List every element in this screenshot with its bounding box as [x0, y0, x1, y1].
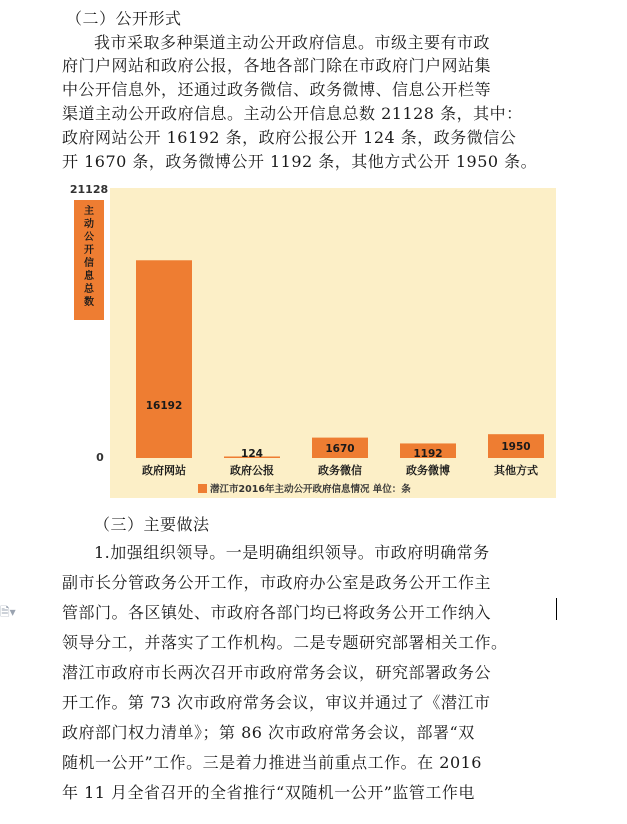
section2-heading: （二）公开形式 [66, 9, 182, 28]
section3-line-1: 1.加强组织领导。一是明确组织领导。市政府明确常务 [94, 543, 490, 562]
category-label-1: 政府网站 [142, 464, 186, 477]
legend-text: 潜江市2016年主动公开政府信息情况 单位：条 [210, 484, 411, 495]
category-label-5: 其他方式 [494, 464, 538, 477]
total-bottom-label: 0 [96, 451, 104, 464]
total-label-char: 公 [84, 232, 94, 243]
section3-line-4: 领导分工，并落实了工作机构。二是专题研究部署相关工作。 [62, 633, 508, 652]
section3-line-5: 潜江市政府市长两次召开市政府常务会议，研究部署政务公 [62, 663, 492, 682]
text-cursor [556, 598, 557, 620]
section2-line-4: 渠道主动公开政府信息。主动公开信息总数 21128 条，其中： [62, 104, 523, 123]
bar-value-label-3: 1670 [325, 442, 355, 455]
bar-value-label-5: 1950 [501, 441, 531, 454]
total-label-char: 息 [84, 271, 94, 282]
total-label-char: 开 [84, 245, 94, 256]
bar-value-label-1: 16192 [145, 400, 183, 413]
section2-line-1: 我市采取多种渠道主动公开政府信息。市级主要有市政 [94, 33, 491, 52]
total-label-char: 主 [84, 206, 94, 217]
section3-line-9: 年 11 月全省召开的全省推行“双随机一公开”监管工作电 [62, 783, 475, 802]
section2-line-2: 府门户网站和政府公报，各地各部门除在市政府门户网站集 [62, 56, 492, 75]
bar-value-label-2: 124 [241, 448, 263, 460]
section2-line-6: 开 1670 条，政务微博公开 1192 条，其他方式公开 1950 条。 [62, 152, 538, 171]
section2-line-5: 政府网站公开 16192 条，政府公报公开 124 条，政务微信公 [62, 128, 517, 147]
category-label-3: 政务微信 [318, 464, 362, 477]
total-label-char: 信 [84, 258, 94, 269]
category-label-2: 政府公报 [230, 464, 274, 477]
bar-1 [136, 260, 192, 458]
total-top-label: 21128 [69, 183, 109, 196]
section3-line-6: 开工作。第 73 次市政府常务会议，审议并通过了《潜江市 [62, 693, 491, 712]
section3-line-3: 管部门。各区镇处、市政府各部门均已将政务公开工作纳入 [62, 603, 492, 622]
category-label-4: 政务微博 [406, 464, 450, 477]
section2-line-3: 中公开信息外，还通过政务微信、政务微博、信息公开栏等 [62, 80, 492, 99]
bar-value-label-4: 1192 [413, 448, 443, 460]
section3-heading: （三）主要做法 [94, 515, 210, 534]
total-label-char: 数 [84, 297, 94, 308]
total-label-char: 动 [84, 219, 94, 230]
legend-swatch [198, 484, 207, 493]
chart-svg [60, 178, 560, 500]
section3-line-2: 副市长分管政务公开工作，市政府办公室是政务公开工作主 [62, 573, 492, 592]
page-icon[interactable]: 🗎▾ [0, 605, 16, 619]
section3-line-8: 随机一公开”工作。三是着力推进当前重点工作。在 2016 [62, 753, 482, 772]
bar-chart [60, 178, 560, 500]
total-label-char: 总 [84, 284, 94, 295]
section3-line-7: 政府部门权力清单》；第 86 次市政府常务会议，部署“双 [62, 723, 475, 742]
